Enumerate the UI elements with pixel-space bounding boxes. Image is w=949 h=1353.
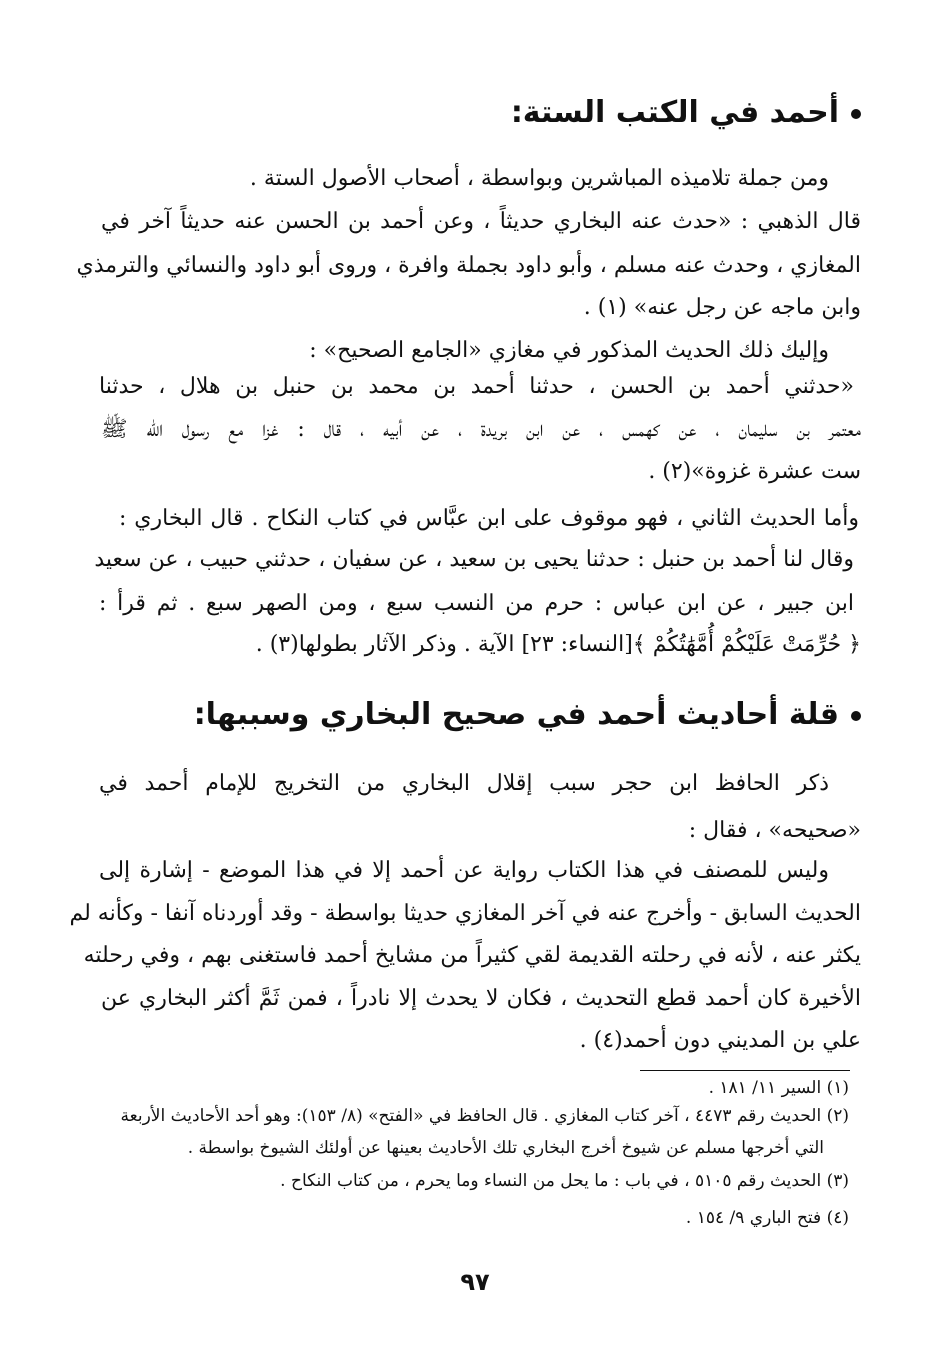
paragraph-line: وقال لنا أحمد بن حنبل : حدثنا يحيى بن سعيد ، عن سفيان ، حدثني حبيب ، عن سعيد xyxy=(94,547,854,572)
heading-text: قلة أحاديث أحمد في صحيح البخاري وسببها: xyxy=(193,697,839,732)
bullet-icon xyxy=(851,109,861,119)
paragraph-line: الأخيرة كان أحمد قطع التحديث ، فكان لا يحدث إلا نادراً ، فمن ثَمَّ أكثر البخاري عن xyxy=(101,986,861,1011)
paragraph-line: معتمر بن سليمان ، عن كهمس ، عن ابن بريدة ، عن أبيه ، قال : غزا مع رسول الله ﷺ xyxy=(101,417,861,442)
quran-verse-line: ﴿ حُرِّمَتْ عَلَيْكُمْ أُمَّهَٰتُكُمْ ﴾[النساء: ٢٣] الآية . وذكر الآثار بطولها(٣) . xyxy=(255,632,861,657)
paragraph-line: يكثر عنه ، لأنه في رحلته القديمة لقي كثيراً من مشايخ أحمد فاستغنى بهم ، وفي رحلته xyxy=(83,943,861,968)
section-heading-few-hadiths xyxy=(194,697,861,732)
footnote-2: (٢) الحديث رقم ٤٤٧٣ ، آخر كتاب المغازي . قال الحافظ في «الفتح» (٨/ ١٥٣): وهو أحد الأحاديث الأربعة xyxy=(120,1106,849,1126)
paragraph-line: علي بن المديني دون أحمد(٤) . xyxy=(579,1028,861,1053)
paragraph-line: ذكر الحافظ ابن حجر سبب إقلال البخاري من التخريج للإمام أحمد في xyxy=(99,771,829,796)
footnote-2-continued: التي أخرجها مسلم عن شيوخ أخرج البخاري تلك الأحاديث بعينها عن أولئك الشيوخ بواسطة . xyxy=(187,1138,824,1158)
paragraph-line: المغازي ، وحدث عنه مسلم ، وأبو داود بجملة وافرة ، وروى أبو داود والنسائي والترمذي xyxy=(76,253,861,278)
footnote-1: (١) السير ١١/ ١٨١ . xyxy=(708,1078,849,1098)
paragraph-line: وابن ماجه عن رجل عنه» (١) . xyxy=(583,295,861,320)
page-number: ٩٧ xyxy=(460,1268,490,1296)
footnote-3: (٣) الحديث رقم ٥١٠٥ ، في باب : ما يحل من النساء وما يحرم ، من كتاب النكاح . xyxy=(280,1171,849,1191)
paragraph-line: «صحيحه» ، فقال : xyxy=(688,818,861,843)
paragraph-line: الحديث السابق - وأخرج عنه في آخر المغازي حديثا بواسطة - وقد أوردناه آنفا - وكأنه لم xyxy=(69,901,861,926)
section-heading-ahmad-six-books xyxy=(511,95,861,130)
heading-text: أحمد في الكتب الستة: xyxy=(510,95,839,130)
footnote-4: (٤) فتح الباري ٩/ ١٥٤ . xyxy=(685,1208,849,1228)
paragraph-line: وليس للمصنف في هذا الكتاب رواية عن أحمد إلا في هذا الموضع - إشارة إلى xyxy=(99,858,829,883)
paragraph-line: «حدثني أحمد بن الحسن ، حدثنا أحمد بن محمد بن حنبل بن هلال ، حدثنا xyxy=(99,374,854,399)
paragraph-line: ست عشرة غزوة»(٢) . xyxy=(648,459,861,484)
paragraph-line: ابن جبير ، عن ابن عباس : حرم من النسب سبع ، ومن الصهر سبع . ثم قرأ : xyxy=(99,591,854,616)
footnote-separator xyxy=(640,1070,850,1071)
paragraph-line: وإليك ذلك الحديث المذكور في مغازي «الجامع الصحيح» : xyxy=(309,338,829,363)
bullet-icon xyxy=(851,711,861,721)
paragraph-line: قال الذهبي : «حدث عنه البخاري حديثاً ، وعن أحمد بن الحسن عنه حديثاً آخر في xyxy=(101,209,861,234)
paragraph-line: وأما الحديث الثاني ، فهو موقوف على ابن عبَّاس في كتاب النكاح . قال البخاري : xyxy=(119,506,859,531)
paragraph-line: ومن جملة تلاميذه المباشرين وبواسطة ، أصحاب الأصول الستة . xyxy=(249,166,829,191)
